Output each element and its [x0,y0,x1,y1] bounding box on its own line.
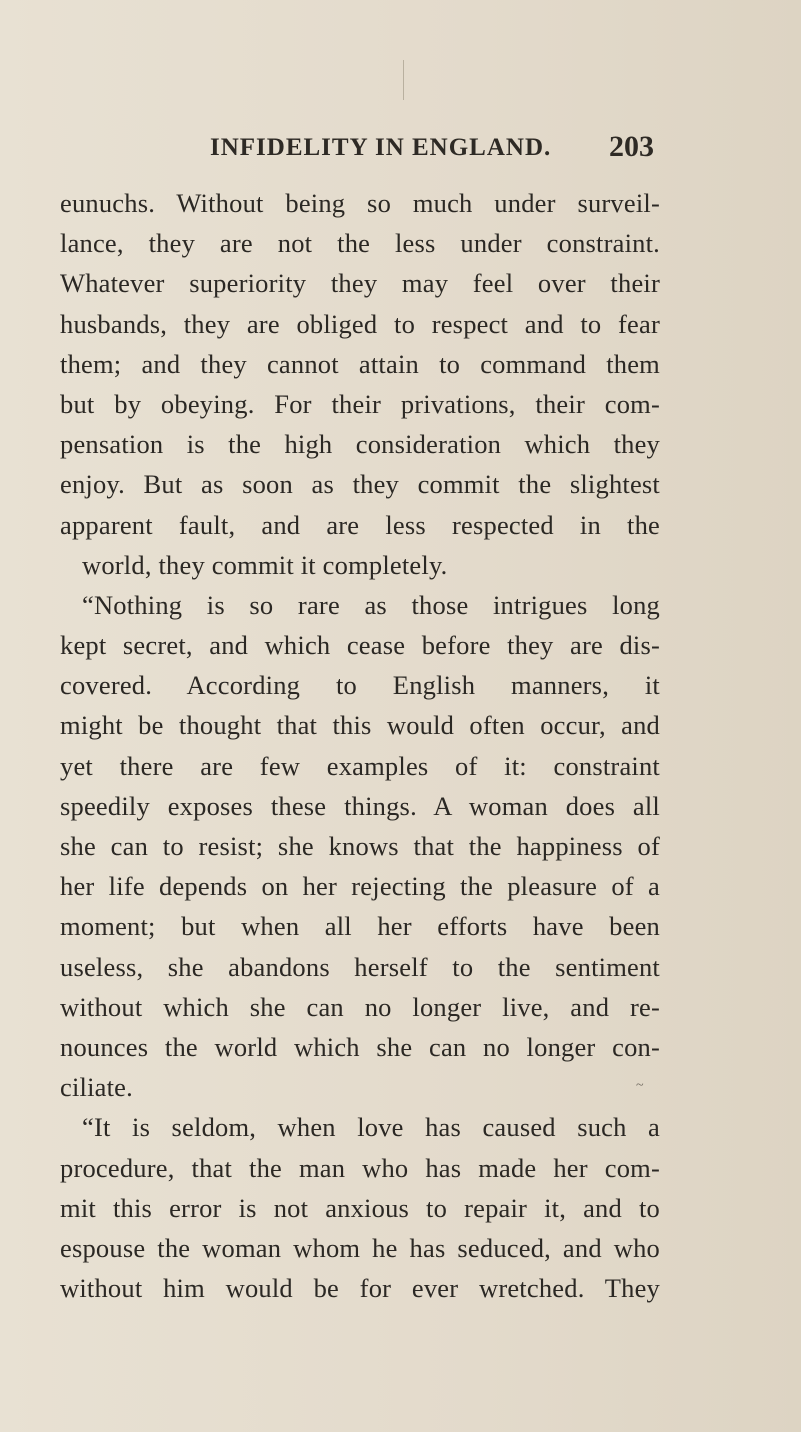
running-head: INFIDELITY IN ENGLAND. [210,134,552,161]
text-line: espouse the woman whom he has seduced, and who [60,1232,660,1263]
text-line: them; and they cannot attain to command them [60,348,660,379]
text-line: pensation is the high consideration which they [60,429,660,460]
text-line: “Nothing is so rare as those intrigues long [82,589,660,620]
text-line: yet there are few examples of it: constraint [60,750,660,781]
text-line: moment; but when all her efforts have been [60,911,660,942]
text-line: might be thought that this would often occur, and [60,710,660,741]
text-line: world, they commit it completely. [82,549,448,580]
text-line: mit this error is not anxious to repair it, and to [60,1192,660,1223]
text-line: husbands, they are obliged to respect and to fear [60,308,660,339]
text-line: Whatever superiority they may feel over their [60,268,660,299]
text-line: enjoy. But as soon as they commit the slightest [60,469,660,500]
text-line: without which she can no longer live, and re- [60,991,660,1022]
text-line: apparent fault, and are less respected in the [60,509,660,540]
text-line: lance, they are not the less under constraint. [60,228,660,259]
text-line: useless, she abandons herself to the sentiment [60,951,660,982]
page-number: 203 [609,130,654,163]
text-line: procedure, that the man who has made her com- [60,1152,660,1183]
text-line: kept secret, and which cease before they are dis- [60,630,660,661]
text-line: she can to resist; she knows that the happiness of [60,831,660,861]
text-line: covered. According to English manners, it [60,670,660,701]
text-line: nounces the world which she can no longer con- [60,1031,660,1062]
text-line: “It is seldom, when love has caused such a [82,1112,660,1143]
body-text [60,183,660,1308]
page-header [80,130,670,170]
paper-crease [403,60,404,100]
text-line: without him would be for ever wretched. They [60,1273,660,1304]
text-line: speedily exposes these things. A woman does all [60,790,660,821]
ink-mark: ~ [636,1078,644,1093]
text-line: her life depends on her rejecting the pleasure of a [60,871,660,902]
text-line: but by obeying. For their privations, their com- [60,388,660,419]
text-line: eunuchs. Without being so much under surveil- [60,188,660,218]
text-line: ciliate. [60,1072,133,1103]
